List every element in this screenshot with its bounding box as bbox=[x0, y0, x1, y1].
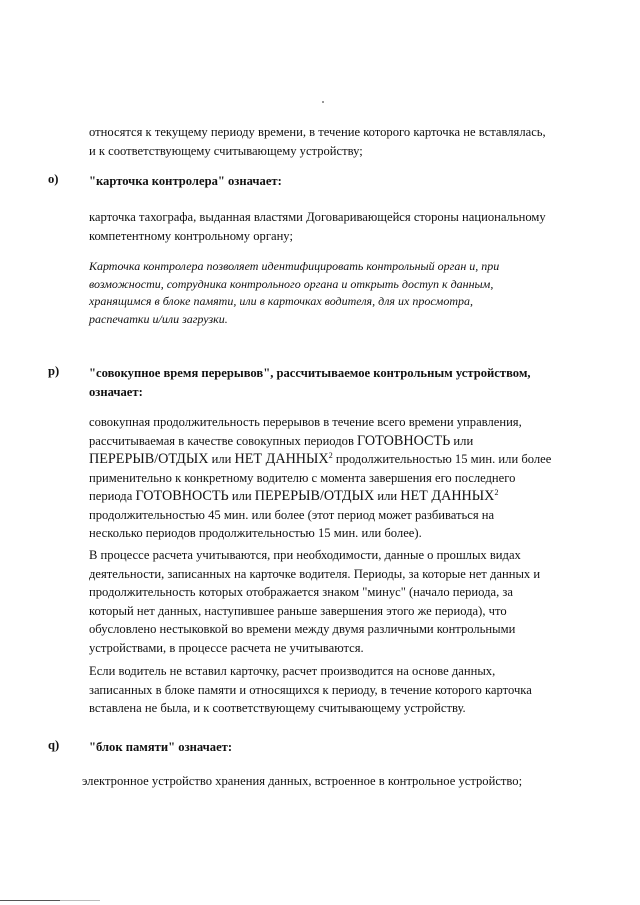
item-marker-q: q) bbox=[48, 738, 60, 752]
note-line: распечатки и/или загрузки. bbox=[89, 311, 228, 326]
note-line: Карточка контролера позволяет идентифицировать контрольный орган и, при bbox=[89, 259, 500, 273]
footer-rule-dashed bbox=[60, 900, 100, 901]
text-line: совокупная продолжительность перерывов в течение всего времени управления, bbox=[89, 415, 522, 429]
text-line: продолжительностью 45 мин. или более (этот период может разбиваться на bbox=[89, 507, 495, 522]
text-line: рассчитываемая в качестве совокупных периодов ГОТОВНОСТЬ или bbox=[89, 432, 474, 449]
heading-line: "совокупное время перерывов", рассчитываемое контрольным устройством, bbox=[89, 366, 531, 380]
note-line: хранящимся в блоке памяти, или в карточках водителя, для их просмотра, bbox=[89, 294, 473, 308]
heading-line: "карточка контролера" означает: bbox=[89, 174, 282, 188]
footnote-ref: 2 bbox=[494, 488, 499, 497]
text-line: относятся к текущему периоду времени, в течение которого карточка не вставлялась, bbox=[89, 125, 546, 139]
definition-heading-p bbox=[89, 364, 531, 401]
text-line: продолжительность которых отображается знаком "минус" (начало периода, за bbox=[89, 585, 513, 599]
text-line: который нет данных, наступившее раньше завершения этого же периода), что bbox=[89, 603, 507, 618]
text-line: обусловлено нестыковкой во времени между двумя различными контрольными bbox=[89, 622, 516, 636]
note-line: возможности, сотрудника контрольного органа и открыть доступ к данным, bbox=[89, 276, 494, 291]
text-line: записанных в блоке памяти и относящихся к периоду, в течение которого карточка bbox=[89, 682, 532, 697]
footnote-ref: 2 bbox=[328, 451, 333, 460]
heading-line: "блок памяти" означает: bbox=[89, 740, 233, 754]
text-line: Если водитель не вставил карточку, расчет производится на основе данных, bbox=[89, 664, 496, 678]
definition-heading-o bbox=[89, 172, 282, 191]
definition-body-q bbox=[82, 772, 522, 791]
heading-line: означает: bbox=[89, 384, 143, 399]
text-line: ПЕРЕРЫВ/ОТДЫХ или НЕТ ДАННЫХ$^2$ продолжительностью 15 мин. или более bbox=[89, 451, 552, 467]
text-line: применительно к конкретному водителю с момента завершения его последнего bbox=[89, 470, 516, 485]
definition-heading-q bbox=[89, 738, 232, 757]
text-line: В процессе расчета учитываются, при необходимости, данные о прошлых видах bbox=[89, 548, 521, 562]
definition-body-p2 bbox=[89, 546, 540, 657]
text-line: электронное устройство хранения данных, встроенное в контрольное устройство; bbox=[82, 774, 523, 788]
scan-speck bbox=[322, 101, 324, 103]
text-line: устройствами, в процессе расчета не учитываются. bbox=[89, 640, 364, 655]
text-line: и к соответствующему считывающему устройству; bbox=[89, 143, 363, 158]
text-line: деятельности, записанных на карточке водителя. Периоды, за которые нет данных и bbox=[89, 566, 541, 581]
definition-body-o bbox=[89, 208, 546, 245]
item-marker-o: o) bbox=[48, 172, 59, 186]
text-line: периода ГОТОВНОСТЬ или ПЕРЕРЫВ/ОТДЫХ или НЕТ ДАННЫХ$^2$ bbox=[89, 488, 499, 504]
text-line: компетентному контрольному органу; bbox=[89, 228, 293, 243]
text-line: вставлена не была, и к соответствующему считывающему устройству. bbox=[89, 701, 466, 715]
text-line: несколько периодов продолжительностью 15 мин. или более). bbox=[89, 526, 422, 540]
definition-note-o bbox=[89, 258, 499, 328]
text-line: карточка тахографа, выданная властями Договаривающейся стороны национальному bbox=[89, 210, 546, 224]
definition-body-p1 bbox=[89, 413, 551, 543]
item-marker-p: p) bbox=[48, 364, 60, 378]
definition-body-p3 bbox=[89, 662, 532, 718]
intro-paragraph bbox=[89, 123, 546, 160]
